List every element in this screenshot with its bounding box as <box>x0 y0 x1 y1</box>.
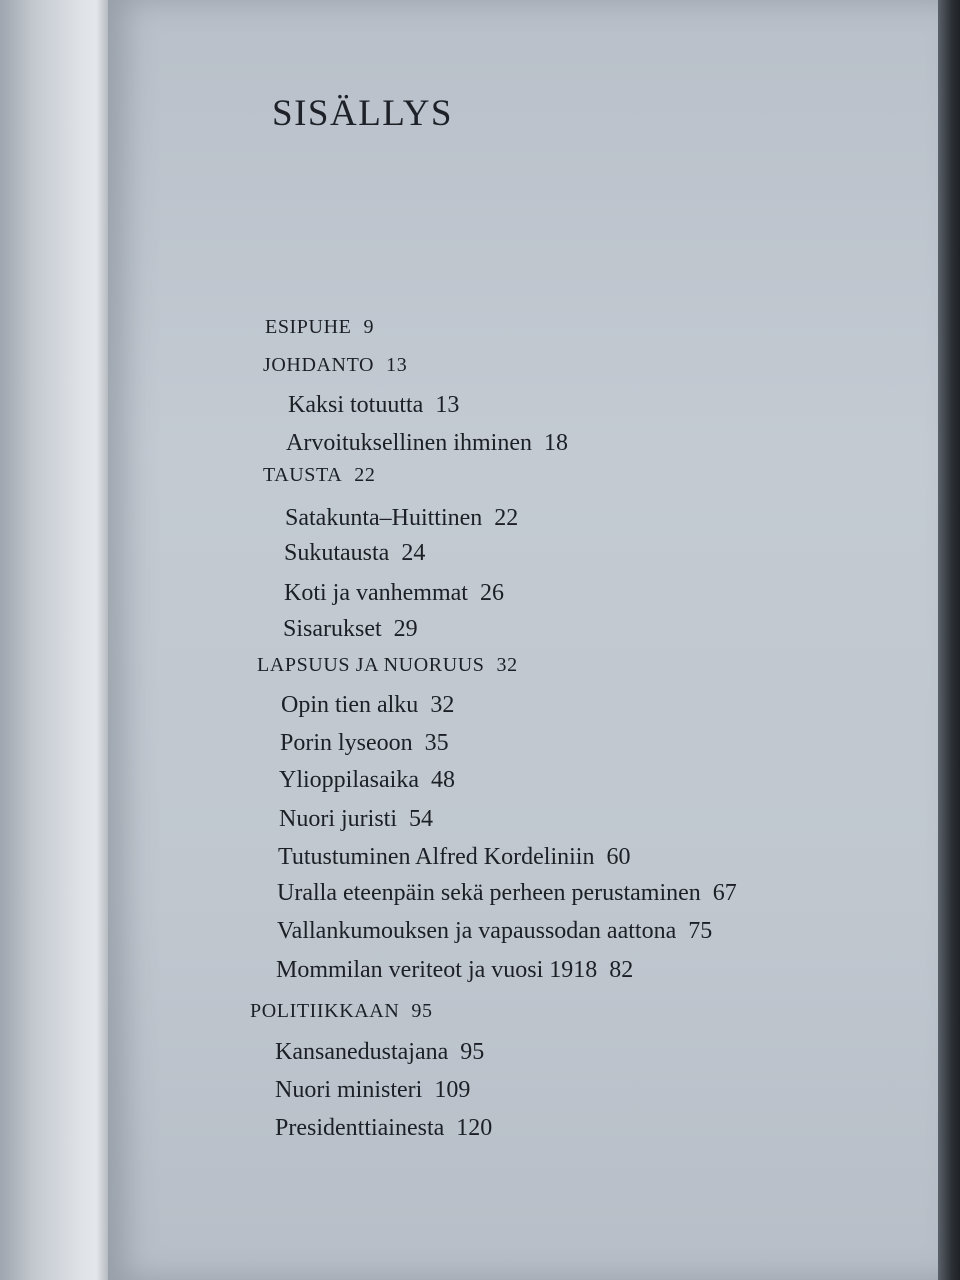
toc-title: Tutustuminen Alfred Kordeliniin <box>278 844 595 870</box>
toc-chapter <box>276 957 633 984</box>
toc-part <box>263 464 376 487</box>
toc-page-number: 13 <box>386 354 408 376</box>
toc-page-number: 32 <box>430 692 455 718</box>
toc-page-number: 24 <box>401 540 426 566</box>
toc-chapter <box>277 918 712 945</box>
toc-title: LAPSUUS JA NUORUUS <box>257 654 485 676</box>
toc-page-number: 48 <box>430 767 455 793</box>
toc-part <box>263 354 407 377</box>
toc-chapter <box>275 1115 492 1142</box>
toc-chapter <box>279 767 455 794</box>
toc-chapter <box>283 616 418 643</box>
toc-page-number: 13 <box>435 392 460 418</box>
toc-chapter <box>275 1039 484 1066</box>
toc-page-number: 120 <box>456 1115 493 1141</box>
toc-page-number: 22 <box>494 505 519 531</box>
toc-chapter <box>286 430 568 457</box>
toc-title: ESIPUHE <box>265 316 352 338</box>
toc-page-number: 29 <box>393 616 418 642</box>
toc-title: Ylioppilasaika <box>279 767 419 793</box>
toc-title: Sukutausta <box>284 540 390 566</box>
toc-title: Uralla eteenpäin sekä perheen perustaminen <box>277 880 701 906</box>
toc-page-number: 95 <box>411 1000 433 1022</box>
toc-page-number: 54 <box>409 806 433 832</box>
toc-chapter <box>284 540 425 567</box>
toc-title: Mommilan veriteot ja vuosi 1918 <box>276 957 598 983</box>
toc-page-number: 95 <box>460 1039 485 1065</box>
toc-chapter <box>284 580 504 607</box>
toc-page-number: 18 <box>543 430 568 456</box>
toc-chapter <box>280 730 449 757</box>
toc-title: Kaksi totuutta <box>288 392 424 418</box>
toc-part <box>257 654 518 677</box>
toc-title: POLITIIKKAAN <box>250 1000 400 1022</box>
toc-chapter <box>278 844 630 871</box>
toc-chapter <box>285 505 518 532</box>
toc-title: Presidenttiainesta <box>275 1115 445 1141</box>
toc-chapter <box>275 1077 470 1104</box>
toc-title: JOHDANTO <box>263 354 375 376</box>
toc-title: Arvoituksellinen ihminen <box>286 430 532 456</box>
page-title: SISÄLLYS <box>272 93 453 134</box>
toc-title: TAUSTA <box>263 464 343 486</box>
toc-page-number: 60 <box>606 844 631 870</box>
toc-title: Nuori juristi <box>279 806 397 832</box>
toc-title: Koti ja vanhemmat <box>284 580 468 606</box>
toc-page-number: 22 <box>354 464 376 486</box>
toc-title: Satakunta–Huittinen <box>285 505 483 531</box>
toc-page-number: 67 <box>712 880 737 906</box>
toc-chapter <box>288 392 459 419</box>
toc-part <box>265 316 374 339</box>
toc-title: Sisarukset <box>283 616 382 642</box>
toc-page-number: 75 <box>688 918 713 944</box>
toc-page-number: 35 <box>424 730 449 756</box>
toc-title: Kansanedustajana <box>275 1039 449 1065</box>
toc-title: Vallankumouksen ja vapaussodan aattona <box>277 918 677 944</box>
toc-page-number: 82 <box>609 957 634 983</box>
toc-title: Opin tien alku <box>281 692 419 718</box>
toc-part <box>250 1000 433 1023</box>
toc-page-number: 26 <box>479 580 504 606</box>
toc-page-number: 32 <box>496 654 518 676</box>
toc-title: Porin lyseoon <box>280 730 413 756</box>
toc-chapter <box>277 880 737 907</box>
toc-page-number: 109 <box>434 1077 471 1103</box>
toc-title: Nuori ministeri <box>275 1077 423 1103</box>
toc-chapter <box>279 806 433 833</box>
toc-page-number: 9 <box>363 316 375 338</box>
toc-chapter <box>281 692 454 719</box>
